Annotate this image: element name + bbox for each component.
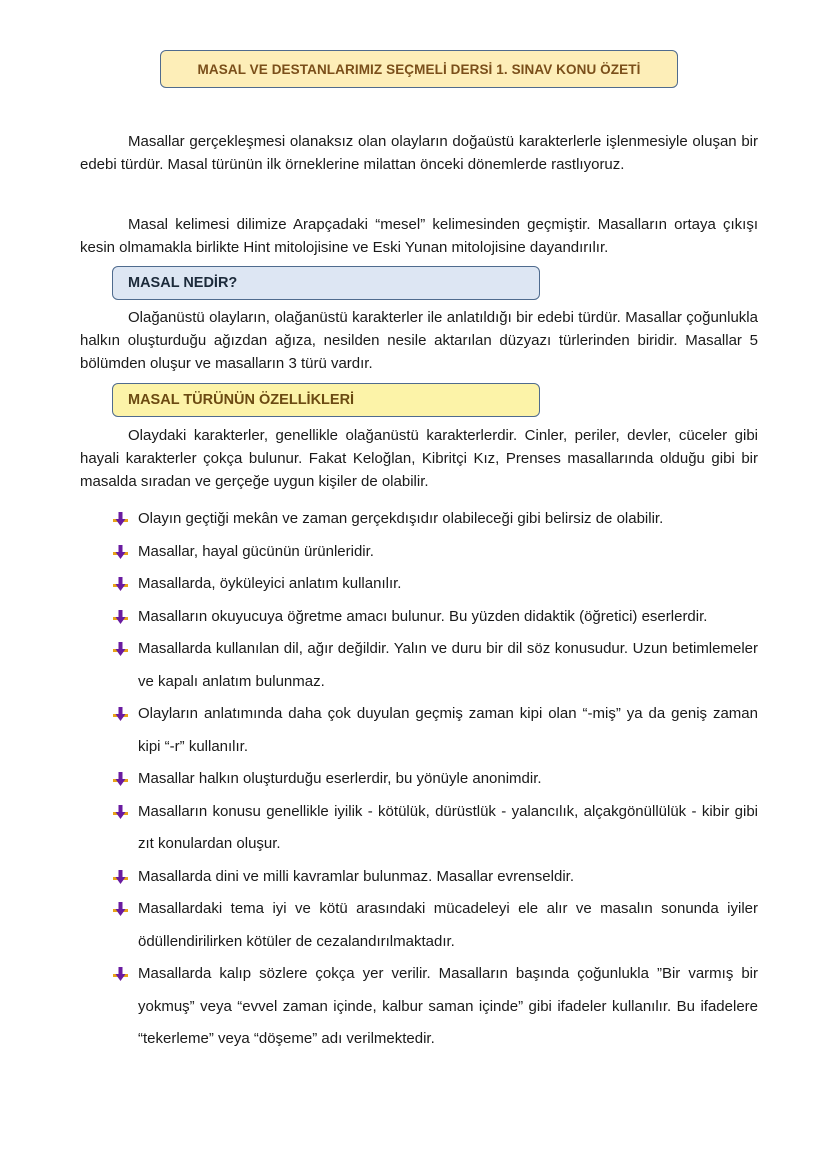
bullet-text: Masallar halkın oluşturduğu eserlerdir, bu yönüyle anonimdir. <box>138 770 542 787</box>
bullet-text: Masallarda, öyküleyici anlatım kullanılır. <box>138 575 402 592</box>
bullet-item <box>112 958 758 1056</box>
bullet-item <box>112 796 758 861</box>
intro-paragraph-2: Masal kelimesi dilimize Arapçadaki “mesel” kelimesinden geçmiştir. Masalların ortaya çıkışı kesin olmamakla birlikte Hint mitolojisine ve Eski Yunan mitolojisine dayandırılır. <box>80 216 758 256</box>
intro-paragraph-1: Masallar gerçekleşmesi olanaksız olan olayların doğaüstü karakterlerle işlenmesiyle oluşan bir edebi türdür. Masal türünün ilk örneklerine milattan önceki dönemlerde rastlıyoruz. <box>80 133 758 173</box>
bullet-item <box>112 601 758 634</box>
down-arrow-bullet-icon <box>112 641 129 658</box>
bullet-item <box>112 503 758 536</box>
bullet-item <box>112 568 758 601</box>
bullet-item <box>112 633 758 698</box>
down-arrow-bullet-icon <box>112 706 129 723</box>
bullet-text: Olayın geçtiği mekân ve zaman gerçekdışıdır olabileceği gibi belirsiz de olabilir. <box>138 510 664 527</box>
bullet-text: Masallarda dini ve milli kavramlar bulunmaz. Masallar evrenseldir. <box>138 867 574 885</box>
masal-ozellikleri-paragraph: Olaydaki karakterler, genellikle olağanüstü karakterlerdir. Cinler, periler, devler, cüceler gibi hayali karakterler çokça bulunur. Fakat Keloğlan, Kibritçi Kız, Prenses masallarında olduğu gibi bir masalda sıradan ve gerçeğe uygun kişiler de olabilir. <box>80 427 758 490</box>
bullet-item <box>112 893 758 958</box>
down-arrow-bullet-icon <box>112 511 129 528</box>
bullet-text: Masallardaki tema iyi ve kötü arasındaki mücadeleyi ele alır ve masalın sonunda iyiler ödüllendirilirken kötüler de cezalandırılmaktadır. <box>138 900 758 950</box>
down-arrow-bullet-icon <box>112 804 129 821</box>
down-arrow-bullet-icon <box>112 576 129 593</box>
bullet-text: Masallarda kullanılan dil, ağır değildir. Yalın ve duru bir dil söz konusudur. Uzun betimlemeler ve kapalı anlatım bulunmaz. <box>138 640 758 690</box>
bullet-text: Masalların konusu genellikle iyilik - kötülük, dürüstlük - yalancılık, alçakgönüllülük - kibir gibi zıt konulardan oluşur. <box>138 802 758 852</box>
down-arrow-bullet-icon <box>112 609 129 626</box>
section-heading-masal-nedir: MASAL NEDİR? <box>112 266 540 300</box>
bullet-item <box>112 861 758 894</box>
bullet-text: Olayların anlatımında daha çok duyulan geçmiş zaman kipi olan “-miş” ya da geniş zaman kipi “-r” kullanılır. <box>138 705 758 755</box>
bullet-item <box>112 763 758 796</box>
down-arrow-bullet-icon <box>112 869 129 886</box>
down-arrow-bullet-icon <box>112 901 129 918</box>
bullet-item <box>112 698 758 763</box>
document-title: MASAL VE DESTANLARIMIZ SEÇMELİ DERSİ 1. SINAV KONU ÖZETİ <box>160 50 678 88</box>
features-bullet-list <box>112 503 758 1056</box>
bullet-text: Masallar, hayal gücünün ürünleridir. <box>138 542 374 560</box>
down-arrow-bullet-icon <box>112 544 129 561</box>
bullet-text: Masallarda kalıp sözlere çokça yer verilir. Masalların başında çoğunlukla ”Bir varmış bir yokmuş” veya “evvel zaman içinde, kalbur saman içinde” gibi ifadeler kullanılır. Bu ifadelere “tekerleme” veya “döşeme” adı verilmektedir. <box>138 965 758 1047</box>
masal-nedir-paragraph: Olağanüstü olayların, olağanüstü karakterler ile anlatıldığı bir edebi türdür. Masallar çoğunlukla halkın oluşturduğu ağızdan ağıza, nesilden nesile aktarılan düzyazı türlerinden biridir. Masallar 5 bölümden oluşur ve masalların 3 türü vardır. <box>80 309 758 372</box>
down-arrow-bullet-icon <box>112 771 129 788</box>
bullet-item <box>112 536 758 569</box>
section-heading-masal-ozellikleri: MASAL TÜRÜNÜN ÖZELLİKLERİ <box>112 383 540 417</box>
bullet-text: Masalların okuyucuya öğretme amacı bulunur. Bu yüzden didaktik (öğretici) eserlerdir. <box>138 607 708 625</box>
down-arrow-bullet-icon <box>112 966 129 983</box>
